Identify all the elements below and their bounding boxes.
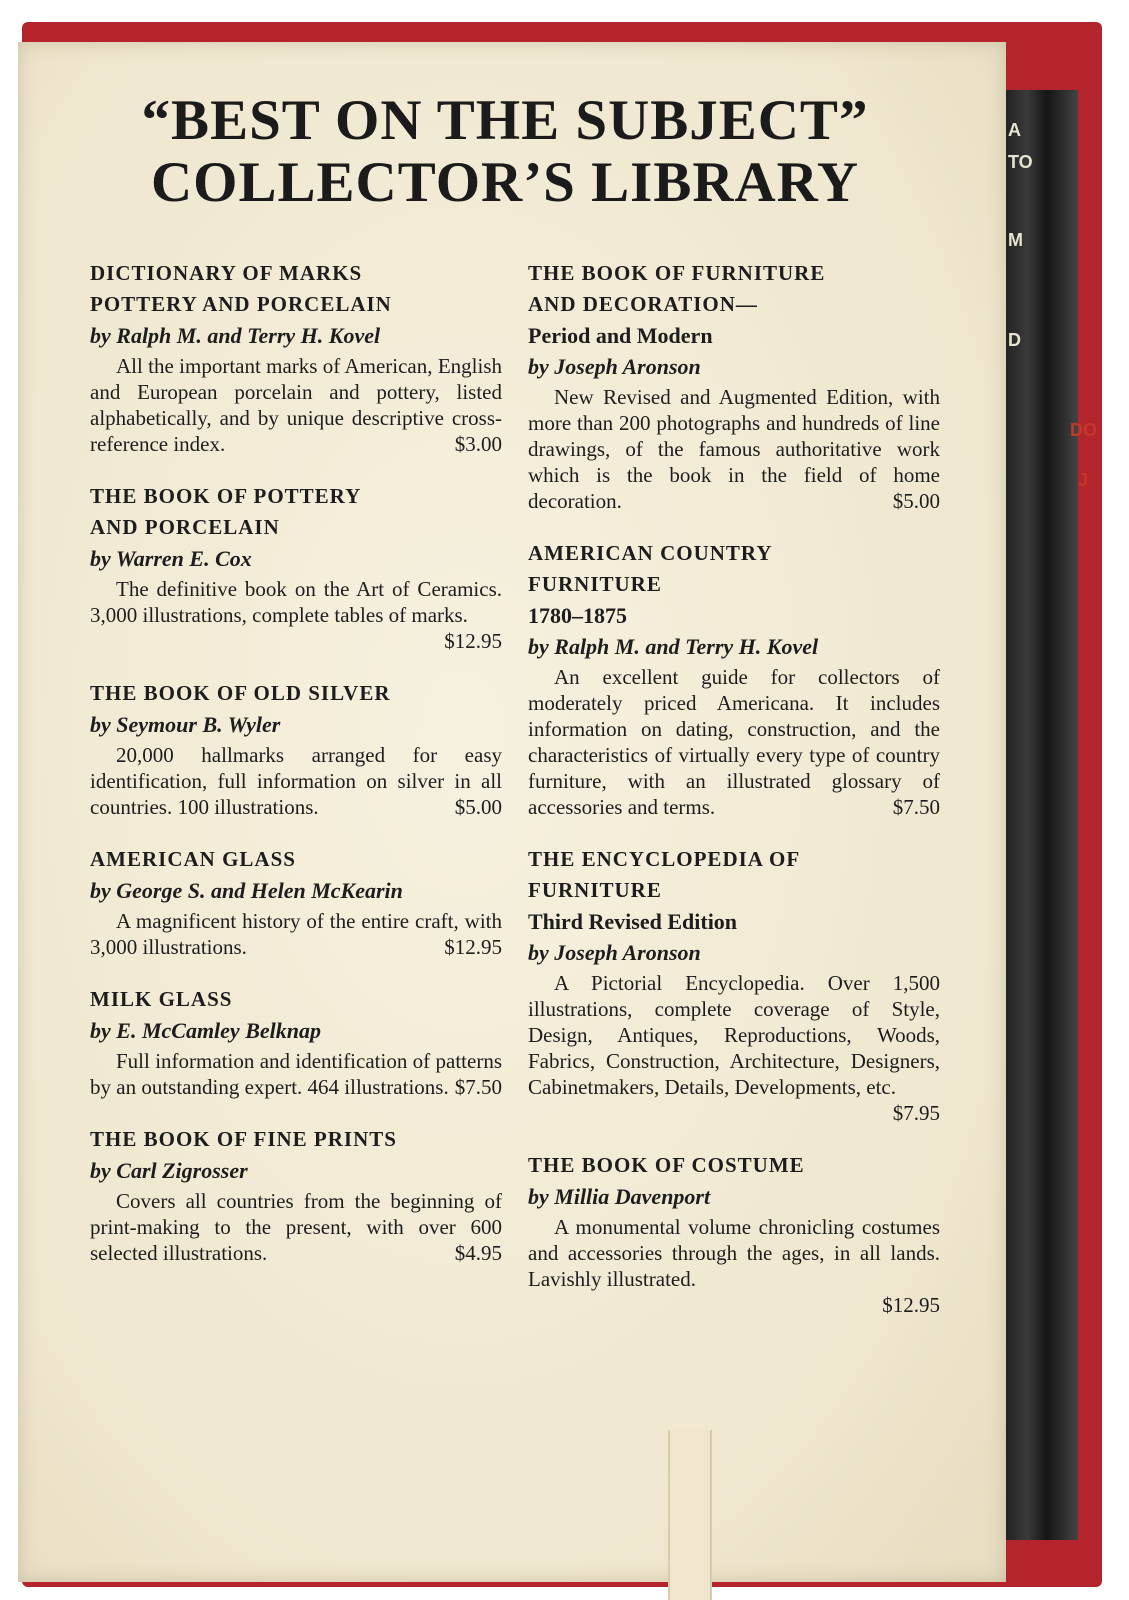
book-author: by Carl Zigrosser <box>90 1158 248 1183</box>
book-price: $7.50 <box>454 1075 502 1099</box>
book-description-text: A magnificent history of the entire craft, with 3,000 illustrations. <box>90 909 502 959</box>
book-listing <box>528 538 940 820</box>
spine-fragment: D <box>1008 330 1021 350</box>
book-price: $7.95 <box>892 1101 940 1125</box>
book-title: AND DECORATION— <box>528 292 758 316</box>
book-title: FURNITURE <box>528 572 662 596</box>
book-description <box>528 970 940 1126</box>
book-title: AMERICAN GLASS <box>90 847 296 871</box>
book-listing <box>90 678 502 820</box>
book-author: by Warren E. Cox <box>90 546 252 571</box>
book-description <box>90 576 502 654</box>
book-author: by Joseph Aronson <box>528 354 701 379</box>
spine-fragment: TO <box>1008 152 1033 172</box>
book-title: DICTIONARY OF MARKS <box>90 261 363 285</box>
book-listing <box>90 1124 502 1266</box>
book-price: $12.95 <box>444 935 502 959</box>
book-author: by George S. and Helen McKearin <box>90 878 403 903</box>
book-author: by Seymour B. Wyler <box>90 712 281 737</box>
book-price: $5.00 <box>454 795 502 819</box>
book-description <box>528 1214 940 1292</box>
book-price: $4.95 <box>454 1241 502 1265</box>
spine-fragment: A <box>1008 120 1021 140</box>
book-listing <box>528 1150 940 1318</box>
book-subtitle: Period and Modern <box>528 323 713 348</box>
book-description-text: New Revised and Augmented Edition, with more than 200 photographs and hundreds of line drawings, of the famous authoritative work which is the book in the field of home decoration. <box>528 385 940 513</box>
book-title: FURNITURE <box>528 878 662 902</box>
book-description <box>90 1048 502 1100</box>
book-title: THE BOOK OF POTTERY <box>90 484 362 508</box>
book-description-text: All the important marks of American, English and European porcelain and pottery, listed alphabetically, and by unique descriptive cross-reference index. <box>90 354 502 456</box>
book-description-text: 20,000 hallmarks arranged for easy identification, full information on silver in all countries. 100 illustrations. <box>90 743 502 819</box>
book-listing <box>90 984 502 1100</box>
book-title: AND PORCELAIN <box>90 515 280 539</box>
book-subtitle: Third Revised Edition <box>528 909 738 934</box>
book-title: MILK GLASS <box>90 987 233 1011</box>
book-title: THE BOOK OF FURNITURE <box>528 261 826 285</box>
book-description-text: Covers all countries from the beginning of print-making to the present, with over 600 selected illustrations. <box>90 1189 502 1265</box>
spine-fragment: J <box>1078 470 1089 490</box>
jacket-tear <box>668 1430 712 1600</box>
right-column <box>528 258 940 1342</box>
book-price: $12.95 <box>444 629 502 653</box>
book-listing <box>90 258 502 457</box>
spine-fragment: DO <box>1070 420 1097 440</box>
book-title: POTTERY AND PORCELAIN <box>90 292 392 316</box>
book-title: THE BOOK OF OLD SILVER <box>90 681 391 705</box>
book-title: THE ENCYCLOPEDIA OF <box>528 847 801 871</box>
headline <box>40 90 970 214</box>
book-description-text: A monumental volume chronicling costumes and accessories through the ages, in all lands. Lavishly illustrated. <box>528 1215 940 1291</box>
book-price: $3.00 <box>454 432 502 456</box>
book-listing <box>90 844 502 960</box>
book-description-text: The definitive book on the Art of Ceramics. 3,000 illustrations, complete tables of marks. <box>90 577 502 627</box>
book-listing <box>90 481 502 654</box>
book-description-text: Full information and identification of patterns by an outstanding expert. 464 illustrations. <box>90 1049 502 1099</box>
book-title: THE BOOK OF FINE PRINTS <box>90 1127 397 1151</box>
headline-line-2: COLLECTOR’S LIBRARY <box>150 151 859 214</box>
book-price: $5.00 <box>892 489 940 513</box>
book-title: AMERICAN COUNTRY <box>528 541 773 565</box>
book-listing <box>528 844 940 1126</box>
book-description <box>90 908 502 960</box>
book-price: $7.50 <box>892 795 940 819</box>
book-author: by Millia Davenport <box>528 1184 711 1209</box>
book-author: by Joseph Aronson <box>528 940 701 965</box>
book-listing <box>528 258 940 514</box>
book-title: THE BOOK OF COSTUME <box>528 1153 805 1177</box>
book-subtitle: 1780–1875 <box>528 603 627 628</box>
spine-fragment: M <box>1008 230 1023 250</box>
book-description <box>90 353 502 457</box>
book-author: by Ralph M. and Terry H. Kovel <box>90 323 381 348</box>
book-author: by E. McCamley Belknap <box>90 1018 321 1043</box>
book-description <box>528 384 940 514</box>
book-description <box>90 1188 502 1266</box>
spine-flap <box>1000 90 1097 1540</box>
book-description-text: A Pictorial Encyclopedia. Over 1,500 illustrations, complete coverage of Style, Design, Antiques, Reproductions, Woods, Fabrics, Construction, Architecture, Designers, Cabinetmakers, Details, Developments, etc. <box>528 971 940 1099</box>
headline-line-1: “BEST ON THE SUBJECT” <box>141 89 869 152</box>
book-description <box>528 664 940 820</box>
book-description <box>90 742 502 820</box>
left-column <box>90 258 502 1290</box>
book-description-text: An excellent guide for collectors of moderately priced Americana. It includes information on dating, construction, and the characteristics of virtually every type of country furniture, with an illustrated glossary of accessories and terms. <box>528 665 940 819</box>
book-author: by Ralph M. and Terry H. Kovel <box>528 634 819 659</box>
book-price: $12.95 <box>882 1293 940 1317</box>
